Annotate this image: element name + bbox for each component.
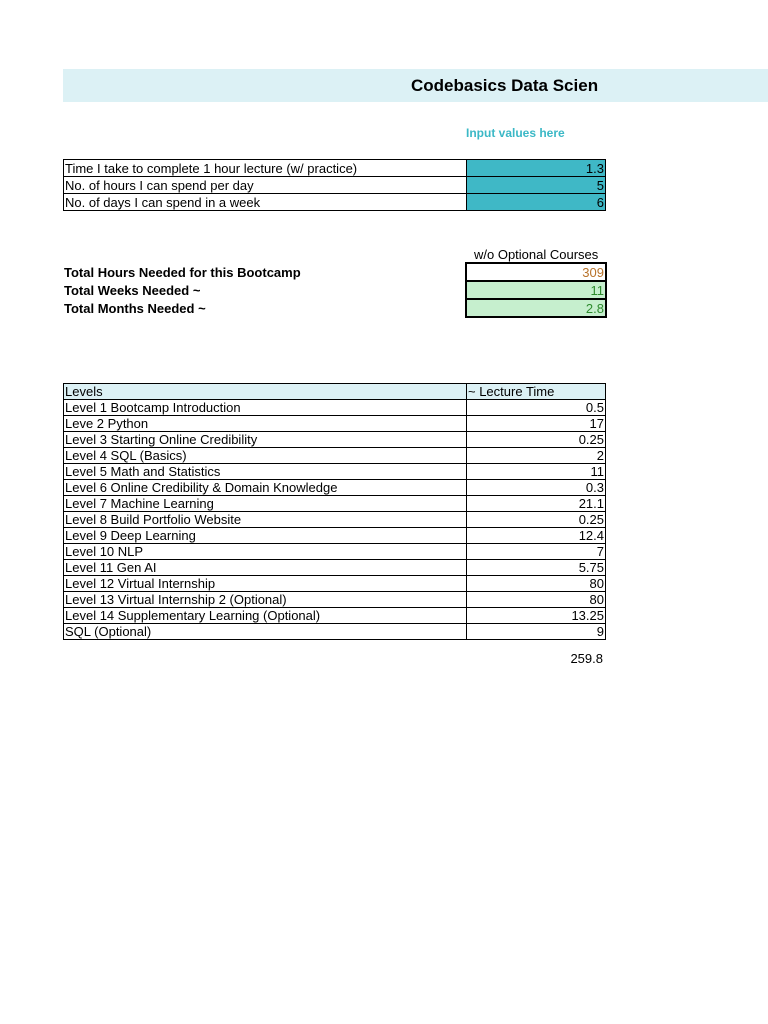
table-row — [64, 592, 606, 608]
total-months-label: Total Months Needed ~ — [64, 300, 206, 316]
table-row — [64, 560, 606, 576]
levels-header-row — [64, 384, 606, 400]
total-hours-value[interactable]: 309 — [466, 263, 606, 281]
totals-row — [63, 299, 606, 317]
lecture-time[interactable]: 0.25 — [467, 432, 606, 448]
input-label: No. of days I can spend in a week — [64, 194, 467, 211]
lecture-time[interactable]: 13.25 — [467, 608, 606, 624]
lecture-time[interactable]: 7 — [467, 544, 606, 560]
input-hint: Input values here — [466, 126, 565, 140]
totals-table — [63, 262, 607, 318]
lecture-time[interactable]: 17 — [467, 416, 606, 432]
input-row — [64, 160, 606, 177]
sheet-title: Codebasics Data Scien — [411, 76, 599, 95]
lecture-time[interactable]: 9 — [467, 624, 606, 640]
totals-row — [63, 263, 606, 281]
lecture-time-column-header: ~ Lecture Time — [467, 384, 606, 400]
lecture-time[interactable]: 0.3 — [467, 480, 606, 496]
input-cell-days-per-week[interactable]: 6 — [467, 194, 606, 211]
level-name[interactable]: Level 1 Bootcamp Introduction — [64, 400, 467, 416]
input-cell-hours-per-day[interactable]: 5 — [467, 177, 606, 194]
input-label: Time I take to complete 1 hour lecture (w/ practice) — [64, 160, 467, 177]
level-name[interactable]: SQL (Optional) — [64, 624, 467, 640]
table-row — [64, 448, 606, 464]
lecture-time[interactable]: 21.1 — [467, 496, 606, 512]
total-hours-label: Total Hours Needed for this Bootcamp — [64, 264, 301, 280]
table-row — [64, 528, 606, 544]
input-row — [64, 194, 606, 211]
table-row — [64, 416, 606, 432]
totals-row — [63, 281, 606, 299]
lecture-time[interactable]: 80 — [467, 576, 606, 592]
level-name[interactable]: Level 8 Build Portfolio Website — [64, 512, 467, 528]
title-band — [63, 69, 768, 102]
level-name[interactable]: Level 3 Starting Online Credibility — [64, 432, 467, 448]
table-row — [64, 432, 606, 448]
lecture-time-sum[interactable]: 259.8 — [570, 651, 603, 666]
levels-table — [63, 383, 606, 640]
table-row — [64, 496, 606, 512]
lecture-time[interactable]: 0.5 — [467, 400, 606, 416]
input-row — [64, 177, 606, 194]
table-row — [64, 608, 606, 624]
level-name[interactable]: Level 5 Math and Statistics — [64, 464, 467, 480]
level-name[interactable]: Level 9 Deep Learning — [64, 528, 467, 544]
lecture-time[interactable]: 11 — [467, 464, 606, 480]
level-name[interactable]: Level 13 Virtual Internship 2 (Optional) — [64, 592, 467, 608]
level-name[interactable]: Level 11 Gen AI — [64, 560, 467, 576]
lecture-time[interactable]: 12.4 — [467, 528, 606, 544]
level-name[interactable]: Leve 2 Python — [64, 416, 467, 432]
table-row — [64, 464, 606, 480]
total-weeks-value[interactable]: 11 — [466, 281, 606, 299]
totals-column-label: w/o Optional Courses — [474, 247, 599, 262]
level-name[interactable]: Level 4 SQL (Basics) — [64, 448, 467, 464]
level-name[interactable]: Level 12 Virtual Internship — [64, 576, 467, 592]
lecture-time[interactable]: 0.25 — [467, 512, 606, 528]
input-label: No. of hours I can spend per day — [64, 177, 467, 194]
level-name[interactable]: Level 7 Machine Learning — [64, 496, 467, 512]
lecture-time[interactable]: 2 — [467, 448, 606, 464]
table-row — [64, 400, 606, 416]
table-row — [64, 544, 606, 560]
table-row — [64, 480, 606, 496]
level-name[interactable]: Level 6 Online Credibility & Domain Knowledge — [64, 480, 467, 496]
levels-column-header: Levels — [64, 384, 467, 400]
table-row — [64, 576, 606, 592]
input-cell-lecture-time[interactable]: 1.3 — [467, 160, 606, 177]
level-name[interactable]: Level 10 NLP — [64, 544, 467, 560]
total-weeks-label: Total Weeks Needed ~ — [64, 282, 201, 298]
lecture-time[interactable]: 5.75 — [467, 560, 606, 576]
lecture-time[interactable]: 80 — [467, 592, 606, 608]
table-row — [64, 624, 606, 640]
inputs-table — [63, 159, 606, 211]
total-months-value[interactable]: 2.8 — [466, 299, 606, 317]
level-name[interactable]: Level 14 Supplementary Learning (Optional) — [64, 608, 467, 624]
table-row — [64, 512, 606, 528]
